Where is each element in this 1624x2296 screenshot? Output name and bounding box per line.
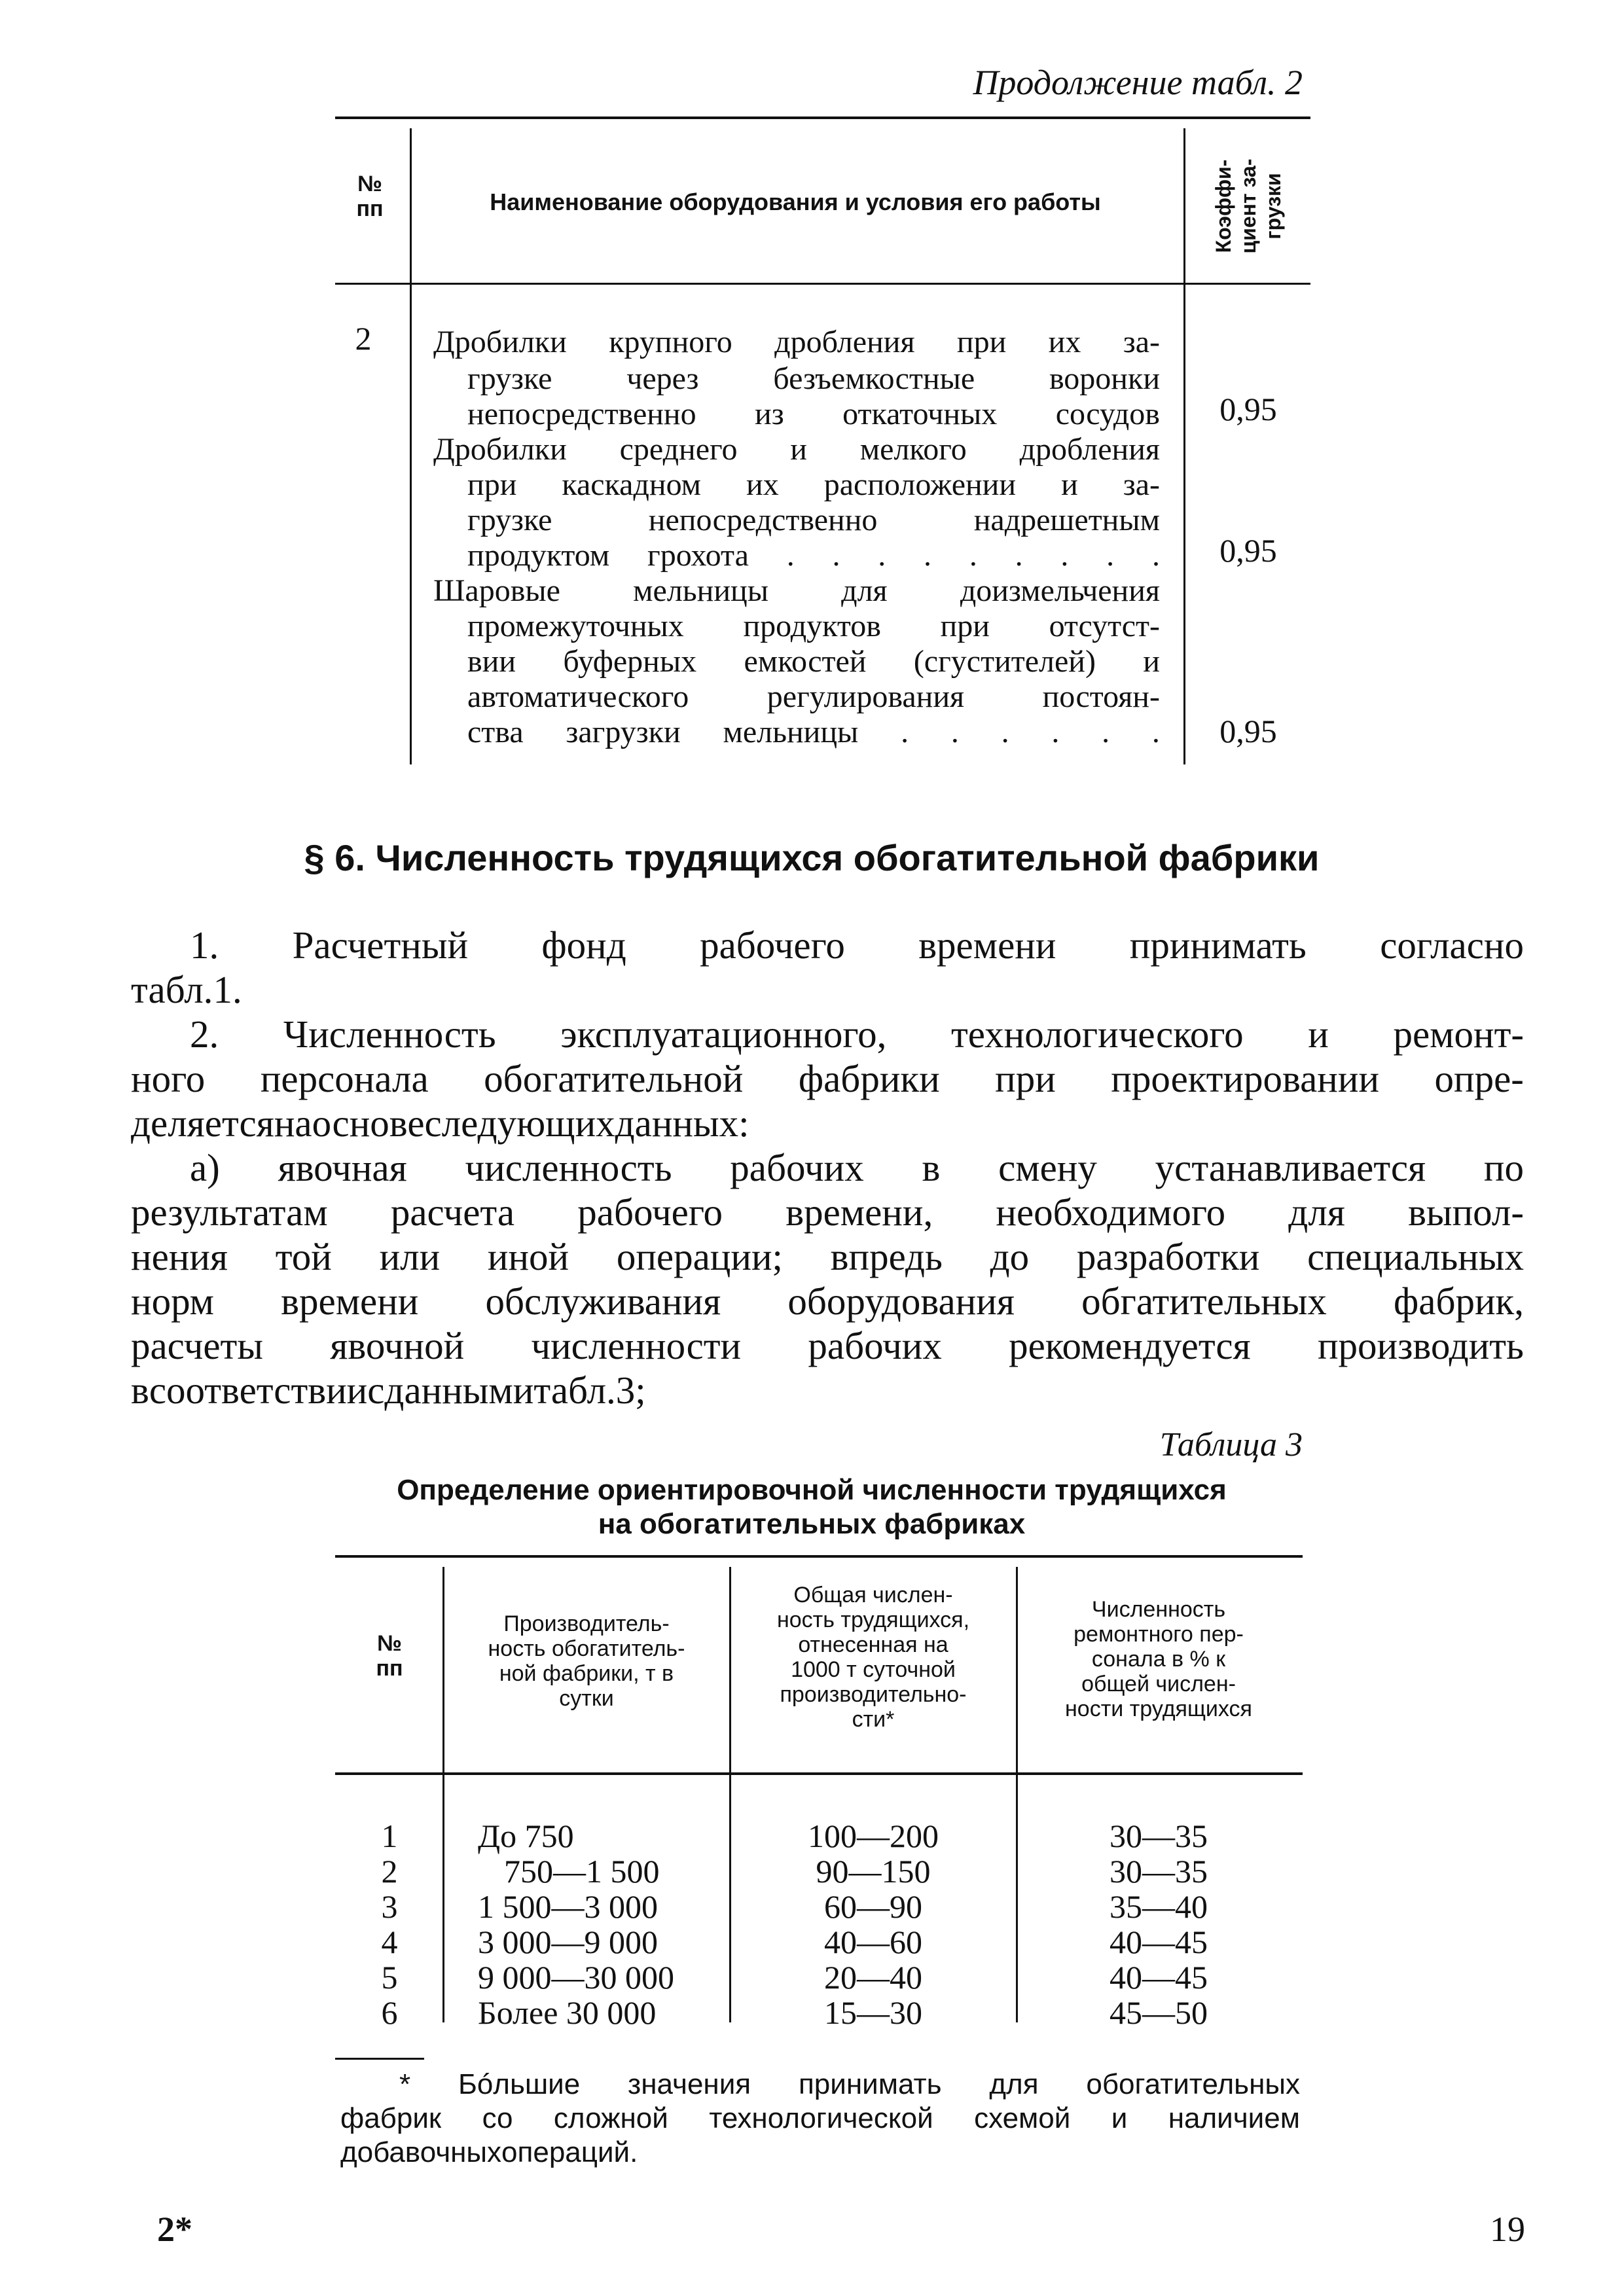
table2-header-coef: Коэффи- циент за- грузки	[1212, 158, 1285, 254]
table2-line: непосредственно из откаточных сосудов	[467, 397, 1160, 431]
page-number: 19	[1490, 2210, 1525, 2249]
footnote-line: фабрик со сложной технологической схемой и наличием	[340, 2102, 1300, 2134]
table3-cell-capacity: 1 500—3 000	[478, 1888, 658, 1925]
table3-title-line: на обогатительных фабриках	[598, 1508, 1026, 1540]
table2-top-rule	[335, 117, 1310, 119]
footnote-line: добавочных операций.	[340, 2136, 638, 2168]
table3-cell-total: 100—200	[808, 1818, 939, 1854]
table3-header-capacity: Производитель- ность обогатитель- ной фабрики, т в сутки	[488, 1611, 685, 1711]
table2-line: Дробилки среднего и мелкого дробления	[433, 432, 1160, 467]
table2-line: промежуточных продуктов при отсутст-	[467, 609, 1160, 643]
table2-line: грузке непосредственно надрешетным	[467, 503, 1160, 537]
table3-cell-repair: 40—45	[1110, 1924, 1208, 1960]
paragraph-line: 1. Расчетный фонд рабочего времени принимать согласно	[190, 924, 1524, 967]
table3-cell-num: 6	[381, 1994, 398, 2031]
table3-cell-repair: 30—35	[1110, 1853, 1208, 1890]
table2-line: Дробилки крупного дробления при их за-	[433, 325, 1160, 359]
table3-cell-repair: 35—40	[1110, 1888, 1208, 1925]
table3-top-rule	[335, 1555, 1303, 1558]
paragraph-line: норм времени обслуживания оборудования обгатительных фабрик,	[131, 1280, 1524, 1323]
table2-line: вии буферных емкостей (сгустителей) и	[467, 644, 1160, 679]
table3-cell-num: 1	[381, 1818, 398, 1854]
footnote-line: * Бóльшие значения принимать для обогатительных	[399, 2068, 1300, 2100]
table3-cell-repair: 30—35	[1110, 1818, 1208, 1854]
paragraph-line: результатам расчета рабочего времени, необходимого для выпол-	[131, 1191, 1524, 1234]
table3-header-total: Общая числен- ность трудящихся, отнесенная на 1000 т суточной производительно- сти*	[776, 1583, 970, 1732]
table3-col-divider-1	[442, 1567, 444, 2022]
continuation-caption: Продолжение табл. 2	[973, 63, 1303, 102]
table3-cell-capacity: 750—1 500	[504, 1853, 660, 1890]
table3-cell-num: 5	[381, 1959, 398, 1996]
section-heading: § 6. Численность трудящихся обогатительной фабрики	[304, 837, 1320, 878]
table3-cell-capacity: 9 000—30 000	[478, 1959, 674, 1996]
table2-row-number: 2	[355, 320, 372, 357]
table2-line: ства загрузки мельницы . . . . . .	[467, 715, 1160, 749]
table2-line: автоматического регулирования постоян-	[467, 679, 1160, 714]
table3-cell-num: 3	[381, 1888, 398, 1925]
table3-cell-capacity: 3 000—9 000	[478, 1924, 658, 1960]
table3-cell-repair: 45—50	[1110, 1994, 1208, 2031]
table2-coefficient: 0,95	[1219, 532, 1277, 569]
table2-coefficient: 0,95	[1219, 713, 1277, 749]
table2-header-rule	[335, 283, 1310, 285]
table2-line: при каскадном их расположении и за-	[467, 467, 1160, 502]
table3-cell-num: 2	[381, 1853, 398, 1890]
table2-line: продуктом грохота . . . . . . . . .	[467, 538, 1160, 573]
table3-cell-capacity: Более 30 000	[478, 1994, 657, 2031]
signature-mark: 2*	[157, 2210, 192, 2249]
table2-line: Шаровые мельницы для доизмельчения	[433, 573, 1160, 608]
table3-cell-total: 20—40	[824, 1959, 922, 1996]
table3-label: Таблица 3	[1159, 1426, 1303, 1463]
footnote-rule	[335, 2058, 424, 2060]
table3-header-rule	[335, 1772, 1303, 1775]
paragraph-line: ного персонала обогатительной фабрики при проектировании опре-	[131, 1057, 1524, 1100]
table3-title-line: Определение ориентировочной численности трудящихся	[397, 1474, 1227, 1506]
table3-cell-total: 40—60	[824, 1924, 922, 1960]
paragraph-line: в соответствии с данными табл. 3;	[131, 1369, 646, 1412]
paragraph-line: расчеты явочной численности рабочих рекомендуется производить	[131, 1324, 1524, 1367]
paragraph-line: деляется на основе следующих данных:	[131, 1102, 749, 1145]
table3-cell-total: 15—30	[824, 1994, 922, 2031]
table3-cell-total: 90—150	[816, 1853, 931, 1890]
table3-cell-capacity: До 750	[478, 1818, 574, 1854]
paragraph-line: а) явочная численность рабочих в смену устанавливается по	[190, 1146, 1524, 1189]
paragraph-line: нения той или иной операции; впредь до разработки специальных	[131, 1235, 1524, 1278]
table2-coefficient: 0,95	[1219, 391, 1277, 427]
table3-header-repair: Численность ремонтного пер- сонала в % к общей числен- ности трудящихся	[1065, 1597, 1252, 1721]
table2-header-name: Наименование оборудования и условия его работы	[490, 188, 1101, 215]
table3-col-divider-3	[1016, 1567, 1018, 2022]
table3-cell-total: 60—90	[824, 1888, 922, 1925]
paragraph-line: табл. 1.	[131, 968, 242, 1011]
table3-cell-repair: 40—45	[1110, 1959, 1208, 1996]
table2-line: грузке через безъемкостные воронки	[467, 361, 1160, 396]
table3-header-num: № пп	[376, 1631, 403, 1681]
table2-col-divider-2	[1183, 128, 1185, 764]
paragraph-line: 2. Численность эксплуатационного, технологического и ремонт-	[190, 1013, 1524, 1056]
table3-col-divider-2	[729, 1567, 731, 2022]
table2-col-divider-1	[410, 128, 412, 764]
table2-header-num: № пп	[356, 171, 384, 221]
table3-cell-num: 4	[381, 1924, 398, 1960]
